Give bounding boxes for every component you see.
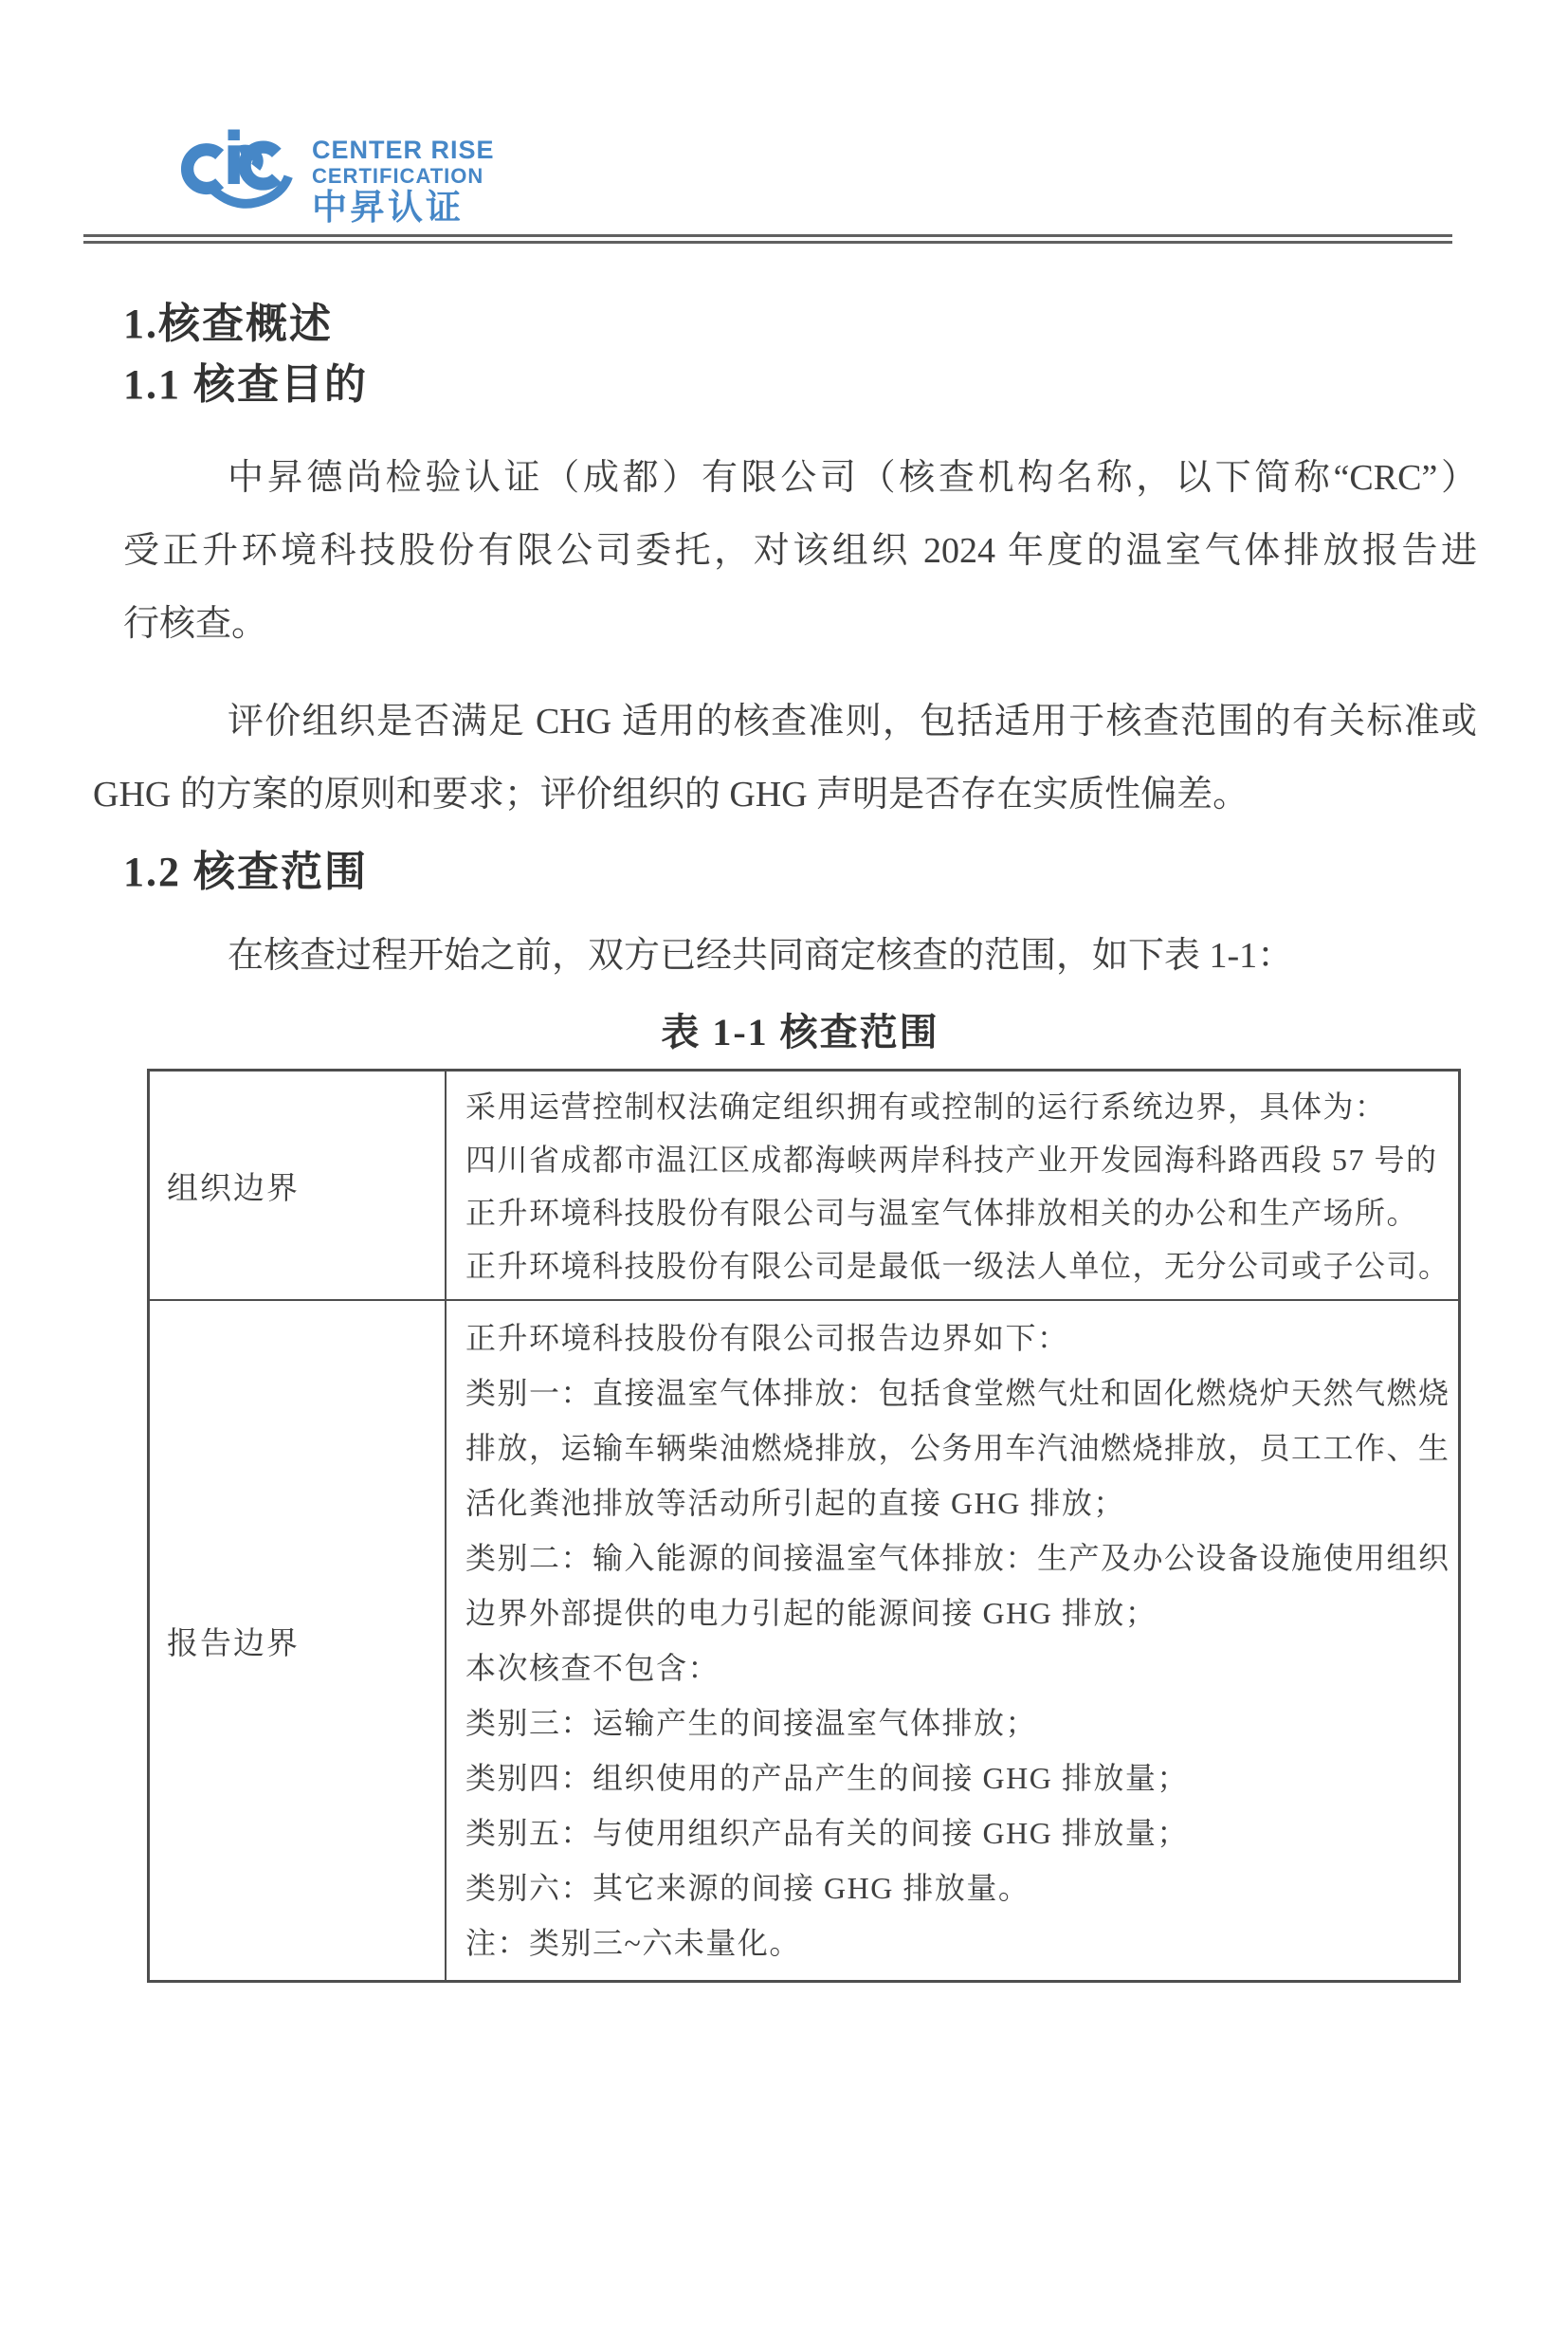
header-double-rule [83,234,1452,244]
logo-name-en-line2: CERTIFICATION [312,164,484,188]
paragraph-scope-intro [123,920,1477,993]
paragraph-line: 行核查。 [123,604,268,644]
table-cell-line: 正升环境科技股份有限公司是最低一级法人单位，无分公司或子公司。 [465,1249,1450,1283]
table-cell-line: 活化粪池排放等活动所引起的直接 GHG 排放； [465,1486,1125,1520]
table-row-reporting-boundary [150,1299,1458,1980]
table-cell-line: 类别四：组织使用的产品产生的间接 GHG 排放量； [465,1761,1189,1795]
table-cell-line: 排放，运输车辆柴油燃烧排放，公务用车汽油燃烧排放，员工工作、生 [465,1431,1450,1465]
table-cell-line: 注：类别三~六未量化。 [465,1926,801,1960]
paragraph-line: 评价组织是否满足 CHG 适用的核查准则，包括适用于核查范围的有关标准或 [228,702,1477,742]
company-logo [175,126,1568,228]
table-cell-line: 类别五：与使用组织产品有关的间接 GHG 排放量； [465,1816,1189,1850]
table-cell-line: 类别六：其它来源的间接 GHG 排放量。 [465,1871,1030,1905]
document-body [93,296,1477,1983]
table-cell-line: 四川省成都市温江区成都海峡两岸科技产业开发园海科路西段 57 号的 [465,1143,1438,1177]
table-cell-line: 类别三：运输产生的间接温室气体排放； [465,1706,1038,1740]
table-cell-line: 采用运营控制权法确定组织拥有或控制的运行系统边界，具体为： [465,1090,1387,1124]
table-cell-line: 本次核查不包含： [465,1651,720,1685]
table-cell-line: 类别一：直接温室气体排放：包括食堂燃气灶和固化燃烧炉天然气燃烧 [465,1376,1450,1410]
section-heading-1: 1.核查概述 [123,301,333,347]
paragraph-criteria [93,686,1477,832]
paragraph-purpose [123,442,1477,661]
logo-name-cn: 中昇认证 [312,189,464,228]
org-boundary-label: 组织边界 [150,1072,447,1299]
table-caption: 表 1-1 核查范围 [661,1011,939,1053]
table-cell-line: 正升环境科技股份有限公司与温室气体排放相关的办公和生产场所。 [465,1196,1419,1230]
logo-wordmark [312,126,495,226]
table-cell-line: 类别二：输入能源的间接温室气体排放：生产及办公设备设施使用组织 [465,1541,1450,1575]
table-cell-line: 正升环境科技股份有限公司报告边界如下： [465,1321,1069,1355]
report-boundary-label: 报告边界 [150,1301,447,1980]
table-row-organization-boundary [150,1072,1458,1299]
paragraph-line: GHG 的方案的原则和要求；评价组织的 GHG 声明是否存在实质性偏差。 [93,775,1249,815]
scope-table [147,1069,1461,1983]
crc-logo-icon [175,126,302,218]
report-boundary-cell [447,1301,1468,1980]
org-boundary-cell [447,1072,1468,1299]
paragraph-line: 中昇德尚检验认证（成都）有限公司（核查机构名称，以下简称“CRC”） [228,458,1477,498]
page [0,126,1568,2345]
logo-name-en-line1: CENTER RISE [312,136,495,164]
section-heading-1-2: 1.2 核查范围 [123,849,368,895]
section-heading-1-1: 1.1 核查目的 [123,361,368,408]
paragraph-line: 受正升环境科技股份有限公司委托，对该组织 2024 年度的温室气体排放报告进 [123,531,1477,571]
paragraph-line: 在核查过程开始之前，双方已经共同商定核查的范围，如下表 1-1： [228,936,1294,976]
table-cell-line: 边界外部提供的电力引起的能源间接 GHG 排放； [465,1596,1158,1630]
